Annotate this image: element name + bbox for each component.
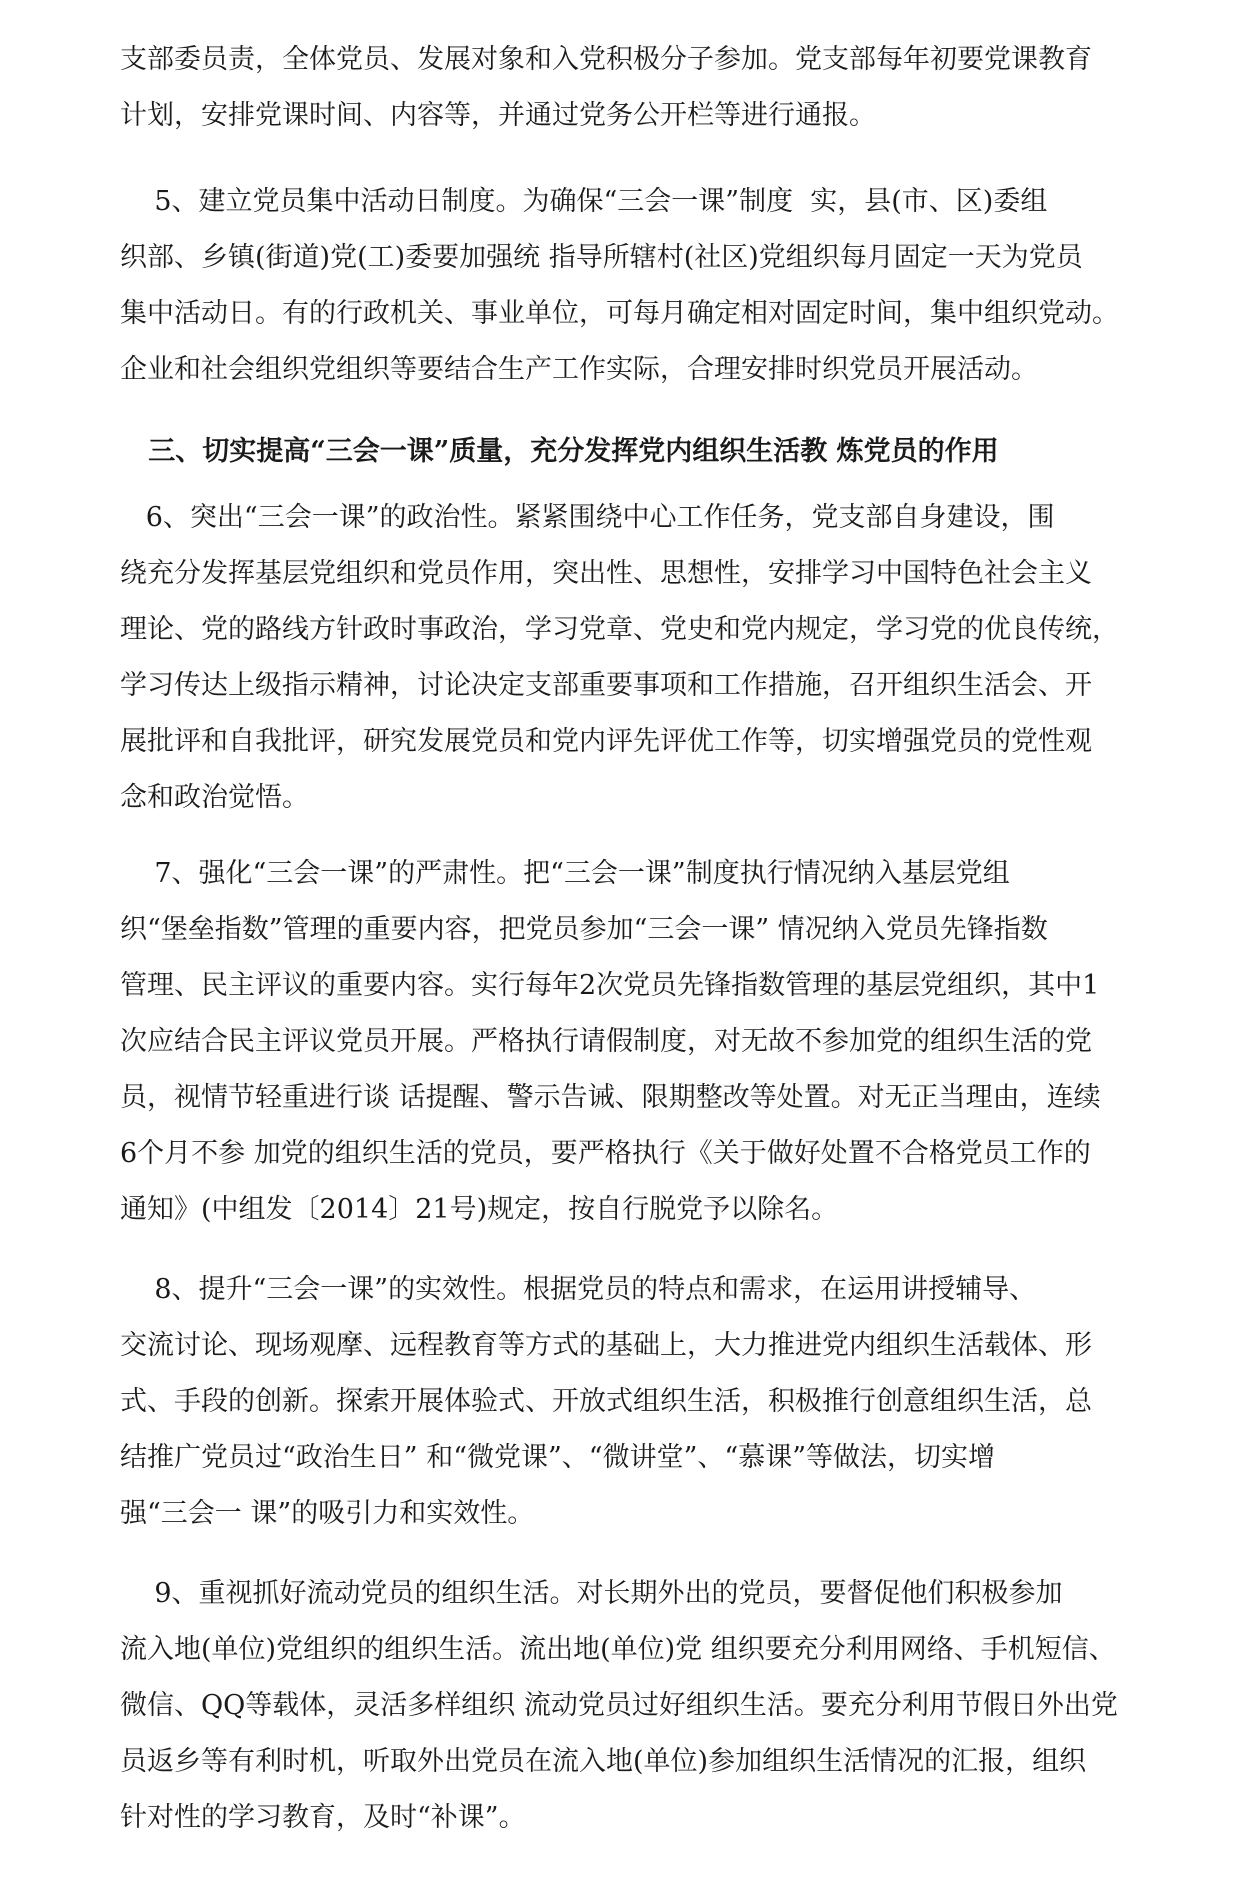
section-heading-3 xyxy=(120,424,1140,480)
text-line: 式、手段的创新。探索开展体验式、开放式组织生活，积极推行创意组织生活，总 xyxy=(120,1386,1092,1417)
text-line: 三、切实提高“三会一课”质量，充分发挥党内组织生活教 炼党员的作用 xyxy=(120,436,999,467)
text-line: 7、强化“三会一课”的严肃性。把“三会一课”制度执行情况纳入基层党组 xyxy=(120,858,1010,889)
text-line: 织“堡垒指数”管理的重要内容，把党员参加“三会一课” 情况纳入党员先锋指数 xyxy=(120,914,1048,945)
text-line: 员，视情节轻重进行谈 话提醒、警示告诫、限期整改等处置。对无正当理由，连续 xyxy=(120,1082,1101,1113)
paragraph-9 xyxy=(120,1566,1140,1846)
paragraph-7 xyxy=(120,846,1140,1238)
text-line: 强“三会一 课”的吸引力和实效性。 xyxy=(120,1498,535,1529)
text-line: 念和政治觉悟。 xyxy=(120,782,309,813)
text-line: 管理、民主评议的重要内容。实行每年2次党员先锋指数管理的基层党组织，其中1 xyxy=(120,970,1100,1001)
text-line: 9、重视抓好流动党员的组织生活。对长期外出的党员，要督促他们积极参加 xyxy=(120,1578,1063,1609)
text-line: 6、突出“三会一课”的政治性。紧紧围绕中心工作任务，党支部自身建设，围 xyxy=(120,502,1055,533)
text-line: 织部、乡镇(街道)党(工)委要加强统 指导所辖村(社区)党组织每月固定一天为党员 xyxy=(120,242,1083,273)
text-line: 结推广党员过“政治生日” 和“微党课”、“微讲堂”、“慕课”等做法，切实增 xyxy=(120,1442,996,1473)
paragraph-8 xyxy=(120,1262,1140,1542)
text-line: 5、建立党员集中活动日制度。为确保“三会一课”制度 实，县(市、区)委组 xyxy=(120,186,1048,217)
paragraph-5 xyxy=(120,174,1140,398)
text-line: 流入地(单位)党组织的组织生活。流出地(单位)党 组织要充分利用网络、手机短信、 xyxy=(120,1634,1116,1665)
text-line: 针对性的学习教育，及时“补课”。 xyxy=(120,1802,526,1833)
text-line: 8、提升“三会一课”的实效性。根据党员的特点和需求，在运用讲授辅导、 xyxy=(120,1274,1037,1305)
paragraph-6 xyxy=(120,490,1140,826)
text-line: 通知》(中组发〔2014〕21号)规定，按自行脱党予以除名。 xyxy=(120,1194,839,1225)
text-line: 企业和社会组织党组织等要结合生产工作实际，合理安排时织党员开展活动。 xyxy=(120,354,1038,385)
paragraph-4-continued xyxy=(120,32,1140,144)
text-line: 6个月不参 加党的组织生活的党员，要严格执行《关于做好处置不合格党员工作的 xyxy=(120,1138,1091,1169)
text-line: 交流讨论、现场观摩、远程教育等方式的基础上，大力推进党内组织生活载体、形 xyxy=(120,1330,1092,1361)
text-line: 展批评和自我批评，研究发展党员和党内评先评优工作等，切实增强党员的党性观 xyxy=(120,726,1092,757)
text-line: 员返乡等有利时机，听取外出党员在流入地(单位)参加组织生活情况的汇报，组织 xyxy=(120,1746,1087,1777)
text-line: 学习传达上级指示精神，讨论决定支部重要事项和工作措施，召开组织生活会、开 xyxy=(120,670,1092,701)
text-line: 微信、QQ等载体，灵活多样组织 流动党员过好组织生活。要充分利用节假日外出党 xyxy=(120,1690,1118,1721)
text-line: 次应结合民主评议党员开展。严格执行请假制度，对无故不参加党的组织生活的党 xyxy=(120,1026,1092,1057)
text-line: 集中活动日。有的行政机关、事业单位，可每月确定相对固定时间，集中组织党动。 xyxy=(120,298,1119,329)
text-line: 绕充分发挥基层党组织和党员作用，突出性、思想性，安排学习中国特色社会主义 xyxy=(120,558,1092,589)
text-line: 理论、党的路线方针政时事政治，学习党章、党史和党内规定，学习党的优良传统， xyxy=(120,614,1119,645)
text-line: 计划，安排党课时间、内容等，并通过党务公开栏等进行通报。 xyxy=(120,100,876,131)
text-line: 支部委员责，全体党员、发展对象和入党积极分子参加。党支部每年初要党课教育 xyxy=(120,44,1092,75)
